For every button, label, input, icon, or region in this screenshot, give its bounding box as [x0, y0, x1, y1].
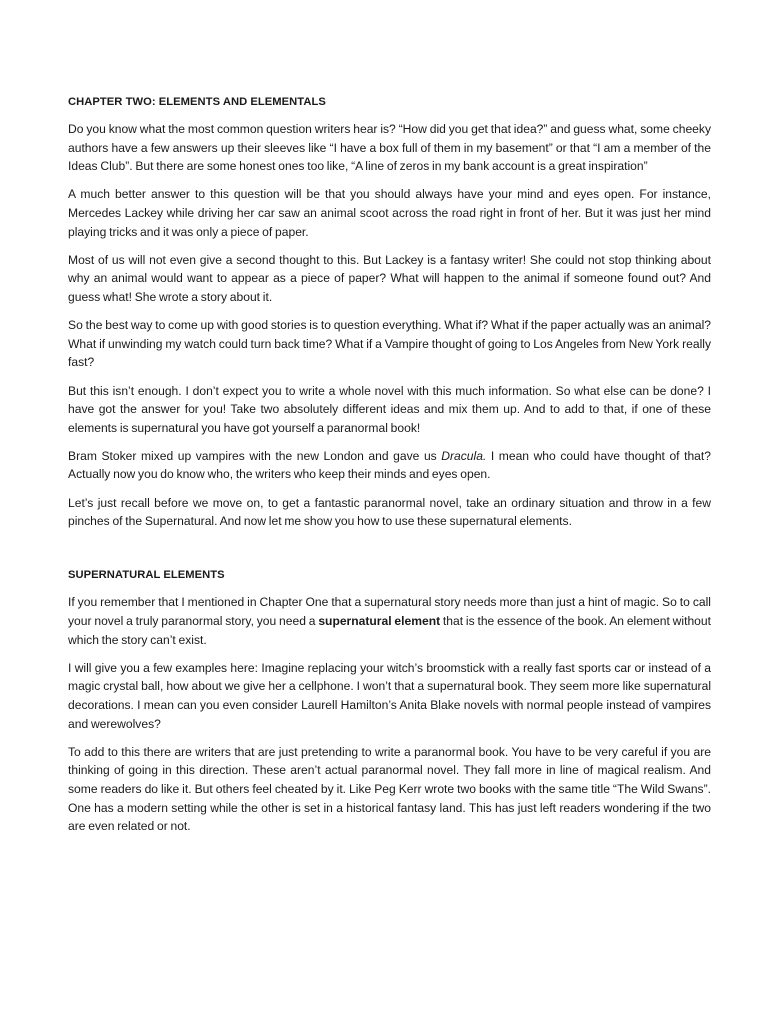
paragraph-question-everything: So the best way to come up with good stories is to question everything. What if? What if the paper actually was an animal? What if unwinding my watch could turn back time? What if a Vampire thought of going to Los Angeles from New York really fast?	[68, 318, 711, 370]
paragraph-stoker	[68, 447, 711, 484]
paragraph-examples: I will give you a few examples here: Imagine replacing your witch’s broomstick with a really fast sports car or instead of a magic crystal ball, how about we give her a cellphone. I won’t that a supernatural book. They seem more like supernatural decorations. I mean can you even consider Laurell Hamilton’s Anita Blake novels with normal people instead of vampires and werewolves?	[68, 660, 711, 731]
paragraph-recall: Let’s just recall before we move on, to get a fantastic paranormal novel, take an ordinary situation and throw in a few pinches of the Supernatural. And now let me show you how to use these supernatural elements.	[68, 495, 711, 529]
stoker-text-before: Bram Stoker mixed up vampires with the new London and gave us	[68, 448, 442, 463]
paragraph-pretending: To add to this there are writers that are just pretending to write a paranormal book. You have to be very careful if you are thinking of going in this direction. These aren’t actual paranormal novel. They fall more in line of magical realism. And some readers do like it. But others feel cheated by it. Like Peg Kerr wrote two books with the same title “The Wild Swans”. One has a modern setting while the other is set in a historical fantasy land. This has just left readers wondering if the two are even related or not.	[68, 744, 711, 834]
intro-text-before: If you remember that I mentioned in Chapter One that a supernatural story needs more than just a hint of magic. So to call your novel a truly paranormal story, you need a	[68, 595, 711, 629]
supernatural-element-term: supernatural element	[318, 614, 441, 629]
dracula-title: Dracula.	[441, 448, 487, 463]
document-page	[68, 93, 711, 845]
chapter-heading: CHAPTER TWO: ELEMENTS AND ELEMENTALS	[68, 96, 326, 108]
paragraph-supernatural-element	[68, 593, 711, 649]
paragraph-lackey: Most of us will not even give a second thought to this. But Lackey is a fantasy writer! She could not stop thinking about why an animal would want to appear as a piece of paper? What will happen to the animal if someone found out? And guess what! She wrote a story about it.	[68, 252, 711, 304]
section-spacer	[68, 540, 711, 566]
paragraph-mix-ideas: But this isn’t enough. I don’t expect you to write a whole novel with this much information. So what else can be done? I have got the answer for you! Take two absolutely different ideas and mix them up. And to add to that, if one of these elements is supernatural you have got yourself a paranormal book!	[68, 383, 711, 435]
paragraph-better-answer: A much better answer to this question will be that you should always have your mind and eyes open. For instance, Mercedes Lackey while driving her car saw an animal scoot across the road right in front of her. But it was just her mind playing tricks and it was only a piece of paper.	[68, 187, 711, 239]
paragraph-common-question: Do you know what the most common question writers hear is? “How did you get that idea?” and guess what, some cheeky authors have a few answers up their sleeves like “I have a box full of them in my basement” or that “I am a member of the Ideas Club”. But there are some honest ones too like, “A line of zeros in my bank account is a great inspiration”	[68, 122, 711, 174]
intro-text-after: that is the essence of the book. An element without which the story can’t exist.	[68, 614, 711, 647]
section-heading: SUPERNATURAL ELEMENTS	[68, 569, 225, 582]
stoker-text-after: I mean who could have thought of that? Actually now you do know who, the writers who keep their minds and eyes open.	[68, 448, 711, 482]
